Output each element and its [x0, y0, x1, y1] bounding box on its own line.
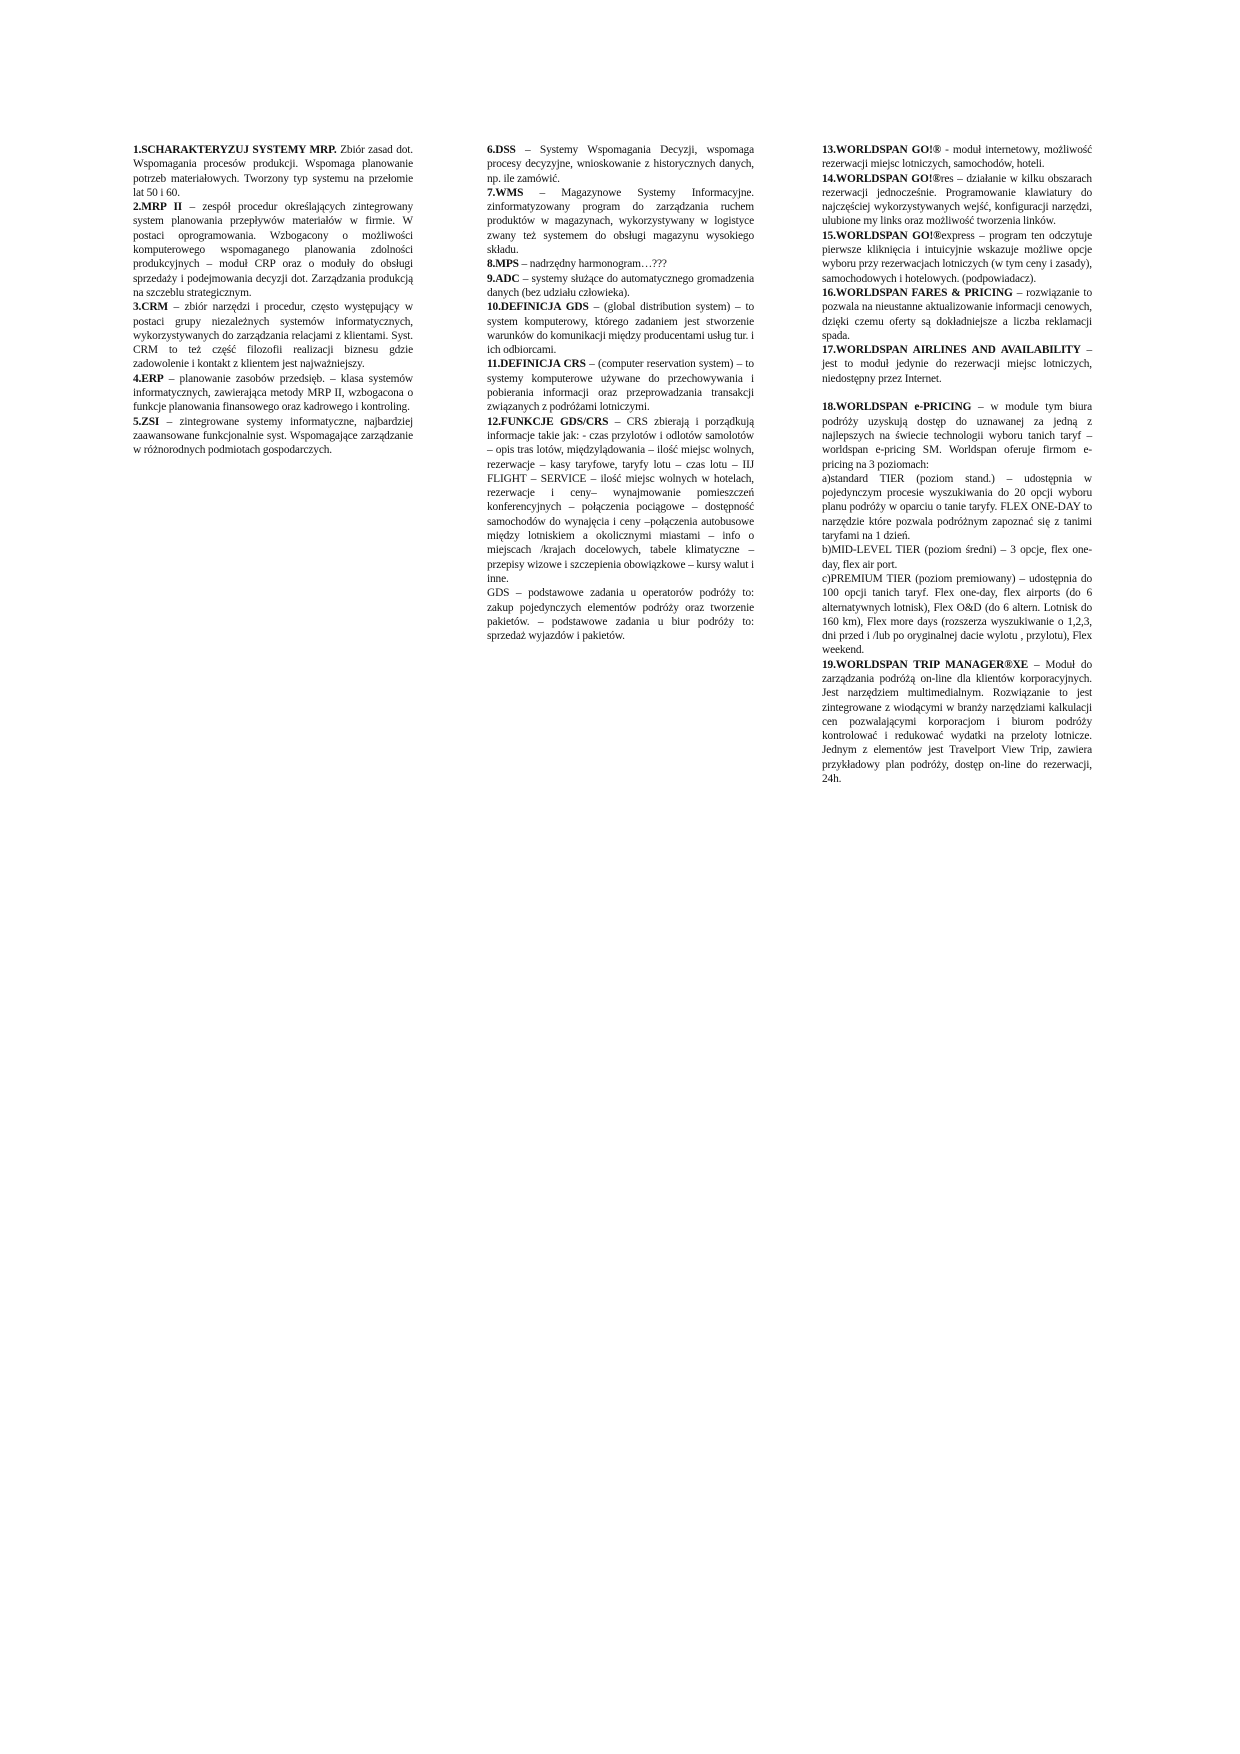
- body-premium-tier: c)PREMIUM TIER (poziom premiowany) – udostępnia do 100 opcji tanich taryf. Flex one-day, flex airports (do 6 alternatywnych lotnisk), Flex O&D (do 6 altern. Lotnisk do 160 km), Flex more days (rozszerza wyszukiwanie o 1,2,3, dni przed i /lub po oryginalnej dacie wylotu , przylotu), Flex weekend.: [822, 572, 1092, 657]
- heading-worldspan-go-res: 14.WORLDSPAN GO!®: [822, 172, 941, 185]
- body-crm: – zbiór narzędzi i procedur, często występujący w postaci grupy niezależnych systemów informatycznych, wykorzystywanych do zarządzania relacjami z klientami. Syst. CRM to też część filozofii realizacji biznesu gdzie zadowolenie i kontakt z klientem jest najważniejszy.: [133, 301, 413, 371]
- text-column-2: [487, 143, 754, 643]
- paragraph-worldspan-go-express: [822, 229, 1092, 286]
- body-gds-definition: – (global distribution system) – to system komputerowy, którego zadaniem jest stworzenie warunków do komunikacji między producentami usług tur. i ich odbiorcami.: [487, 301, 755, 357]
- body-mps: – nadrzędny harmonogram…???: [518, 258, 667, 271]
- paragraph-fares-pricing: [822, 286, 1092, 343]
- heading-airlines-availability: 17.WORLDSPAN AIRLINES AND AVAILABILITY: [822, 344, 1081, 357]
- paragraph-mid-level-tier: [822, 543, 1092, 572]
- heading-erp: 4.ERP: [133, 372, 164, 385]
- body-worldspan-go: - moduł internetowy, możliwość rezerwacji miejsc lotniczych, samochodów, hoteli.: [822, 144, 1092, 171]
- paragraph-mrp: [133, 143, 413, 200]
- body-zsi: – zintegrowane systemy informatyczne, najbardziej zaawansowane funkcjonalnie syst. Wspomagające zarządzanie w różnorodnych podmiotach gospodarczych.: [133, 415, 413, 457]
- heading-gds-crs-functions: 12.FUNKCJE GDS/CRS: [487, 415, 609, 428]
- paragraph-wms: [487, 186, 754, 257]
- heading-adc: 9.ADC: [487, 272, 520, 285]
- heading-mrp-ii: 2.MRP II: [133, 201, 183, 214]
- paragraph-gds-tasks: [487, 586, 754, 643]
- body-mrp-ii: – zespół procedur określających zintegrowany system planowania przepływów materiałów w firmie. W postaci oprogramowania. Wzbogacony o możliwości komputerowego wspomaganego planowania zdolności produkcyjnych – moduł CRP oraz o moduły do obsługi sprzedaży i podejmowania decyzji dot. Zarządzania produkcją na szczeblu strategicznym.: [133, 201, 413, 299]
- paragraph-airlines-availability: [822, 343, 1092, 386]
- body-wms: – Magazynowe Systemy Informacyjne. zinformatyzowany program do zarządzania ruchem produktów w magazynach, wykorzystywany w logistyce zwany też systemem do obsługi magazynu wysokiego składu.: [487, 186, 754, 257]
- body-dss: – Systemy Wspomagania Decyzji, wspomaga procesy decyzyjne, wnioskowanie z historycznych danych, np. ile zamówić.: [487, 144, 754, 185]
- body-mrp: Zbiór zasad dot. Wspomagania procesów produkcji. Wspomaga planowanie potrzeb materiałowych. Tworzony typ systemu na przełomie lat 50 i 60.: [133, 144, 413, 199]
- paragraph-dss: [487, 143, 754, 186]
- heading-crm: 3.CRM: [133, 301, 168, 314]
- body-e-pricing: – w module tym biura podróży uzyskują dostęp do uznawanej za jedną z najlepszych na świecie technologii wyboru tanich taryf – worldspan e-pricing SM. Worldspan oferuje firmom e-pricing na 3 poziomach:: [822, 401, 1092, 471]
- body-gds-tasks: GDS – podstawowe zadania u operatorów podróży to: zakup pojedynczych elementów podróży oraz tworzenie pakietów. – podstawowe zadania u biur podróży to: sprzedaż wyjazdów i pakietów.: [487, 587, 754, 643]
- heading-worldspan-go: 13.WORLDSPAN GO!®: [822, 144, 942, 156]
- paragraph-e-pricing: [822, 400, 1092, 471]
- paragraph-adc: [487, 272, 754, 301]
- heading-crs-definition: 11.DEFINICJA CRS: [487, 358, 586, 371]
- paragraph-mps: [487, 257, 754, 271]
- paragraph-trip-manager: [822, 658, 1092, 787]
- heading-mps: 8.MPS: [487, 258, 519, 271]
- paragraph-premium-tier: [822, 572, 1092, 658]
- paragraph-gds-definition: [487, 300, 754, 357]
- body-standard-tier: a)standard TIER (poziom stand.) – udostępnia w pojedynczym procesie wyszukiwania do 20 opcji wyboru planu podróży w oparciu o tanie taryfy. FLEX ONE-DAY to narzędzie które pozwala podróżnym zapoznać się z tanimi taryfami na 1 dzień.: [822, 472, 1092, 543]
- heading-mrp: 1.SCHARAKTERYZUJ SYSTEMY MRP.: [133, 144, 337, 156]
- paragraph-crs-definition: [487, 357, 754, 414]
- heading-e-pricing: 18.WORLDSPAN e-PRICING: [822, 401, 972, 414]
- paragraph-crm: [133, 300, 413, 371]
- heading-dss: 6.DSS: [487, 144, 516, 156]
- body-airlines-availability: – jest to moduł jedynie do rezerwacji miejsc lotniczych, niedostępny przez Internet.: [822, 344, 1092, 385]
- paragraph-zsi: [133, 415, 413, 458]
- paragraph-standard-tier: [822, 472, 1092, 543]
- body-mid-level-tier: b)MID-LEVEL TIER (poziom średni) – 3 opcje, flex one-day, flex air port.: [822, 544, 1092, 571]
- paragraph-worldspan-go: [822, 143, 1092, 172]
- body-trip-manager: – Moduł do zarządzania podróżą on-line dla klientów korporacyjnych. Jest narzędziem multimedialnym. Rozwiązanie to jest zintegrowane z wiodącymi w branży narzędziami kalkulacji cen pozwalającymi korporacjom i biurom podróży kontrolować i redukować wydatki na przeloty lotnicze. Jednym z elementów jest Travelport View Trip, zawiera przykładowy plan podróży, dostęp on-line do rezerwacji, 24h.: [822, 658, 1092, 786]
- body-adc: – systemy służące do automatycznego gromadzenia danych (bez udziału człowieka).: [487, 272, 754, 299]
- paragraph-erp: [133, 372, 413, 415]
- heading-worldspan-go-express: 15.WORLDSPAN GO!®: [822, 229, 942, 242]
- body-fares-pricing: – rozwiązanie to pozwala na nieustanne aktualizowanie informacji cenowych, dzięki czemu oferty są dokładniejsze a liczba reklamacji spada.: [822, 286, 1092, 342]
- heading-trip-manager: 19.WORLDSPAN TRIP MANAGER®XE: [822, 658, 1029, 671]
- body-erp: – planowanie zasobów przedsięb. – klasa systemów informatycznych, zawierająca metody MRP II, wzbogacona o funkcje planowania finansowego oraz kadrowego i kontroling.: [133, 372, 413, 414]
- paragraph-gds-crs-functions: [487, 415, 754, 587]
- body-worldspan-go-express: express – program ten odczytuje pierwsze kliknięcia i intuicyjnie wskazuje możliwe opcje wyboru przy rezerwacjach lotniczych (w tym ceny i zasady), samochodowych i hotelowych. (podpowiadacz).: [822, 229, 1092, 285]
- heading-wms: 7.WMS: [487, 186, 524, 199]
- body-worldspan-go-res: res – działanie w kilku obszarach rezerwacji jednocześnie. Programowanie klawiatury do najczęściej wykorzystywanych wejść, konfiguracji narzędzi, ulubione my links oraz możliwość tworzenia linków.: [822, 172, 1092, 228]
- body-gds-crs-functions: – CRS zbierają i porządkują informacje takie jak: - czas przylotów i odlotów samolotów – opis tras lotów, międzylądowania – ilość miejsc wolnych, rezerwacje – kasy taryfowe, taryfy lotu – czas lotu – IIJ FLIGHT – SERVICE – ilość miejsc wolnych w hotelach, rezerwacje i ceny– wynajmowanie pomieszczeń konferencyjnych – połączenia pociągowe – dostępność samochodów do wynajęcia i ceny –połączenia autobusowe między lotniskiem a okolicznymi miastami – info o miejscach /krajach docelowych, tabele klimatyczne – przepisy wizowe i szczepienia obowiązkowe – kursy walut i inne.: [487, 415, 754, 585]
- text-column-3: [822, 143, 1092, 786]
- body-crs-definition: – (computer reservation system) – to systemy komputerowe używane do przechowywania i pobierania informacji oraz przeprowadzania transakcji związanych z podróżami lotniczymi.: [487, 358, 754, 414]
- text-column-1: [133, 143, 413, 458]
- paragraph-mrp-ii: [133, 200, 413, 300]
- paragraph-worldspan-go-res: [822, 172, 1092, 229]
- heading-fares-pricing: 16.WORLDSPAN FARES & PRICING: [822, 286, 1013, 299]
- heading-gds-definition: 10.DEFINICJA GDS: [487, 301, 589, 314]
- heading-zsi: 5.ZSI: [133, 415, 160, 428]
